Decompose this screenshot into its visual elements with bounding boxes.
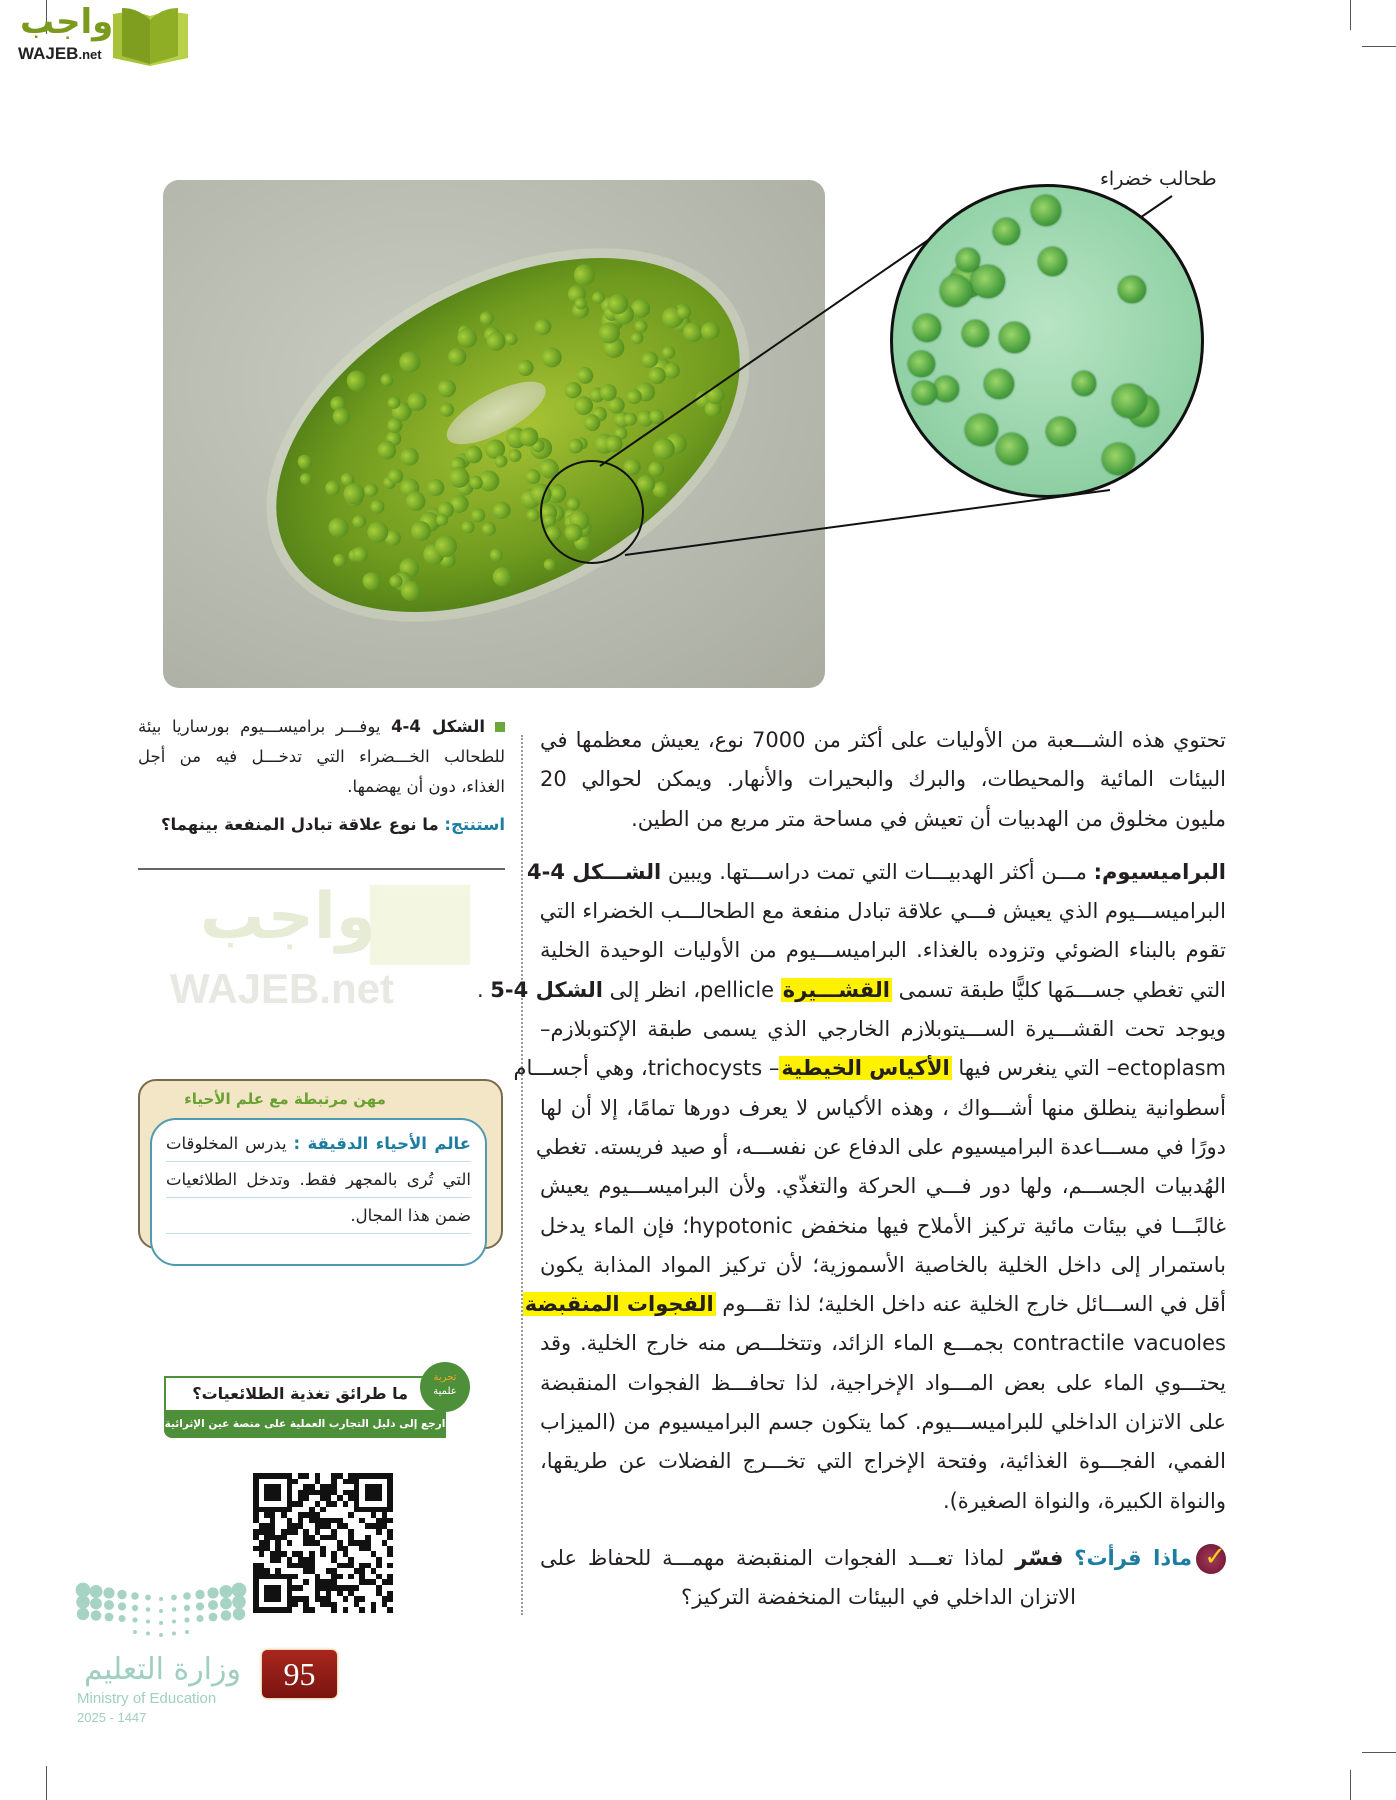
algae-cell [538,343,565,370]
algae-cell [515,357,536,378]
qr-module [387,1607,393,1613]
text-segment: . [476,977,491,1002]
algae-cell [962,320,989,347]
algae-cell [912,381,936,405]
ministry-dot [159,1621,163,1625]
ministry-dot [172,1620,176,1624]
text-segment: فسّر [1015,1545,1064,1570]
text-line [540,931,1226,970]
text-line [540,1442,1226,1481]
text-segment: تقوم بالبناء الضوئي وتزوده بالغذاء. البراميســـيوم من الأوليات الوحيدة الخلية [540,938,1226,963]
ministry-dot [220,1598,232,1610]
algae-cell [488,546,505,563]
ministry-dot [77,1608,89,1620]
text-segment: الهُدبيات الجســـم، ولها دور فـــي الحركة والتغذّي. ولأن البراميســـيوم يعيش [540,1174,1226,1199]
text-segment: الاتزان الداخلي في البيئات المنخفضة التركيز؟ [681,1585,1076,1610]
ministry-dot [233,1608,245,1620]
ministry-dot [131,1592,139,1600]
ministry-dot [91,1610,102,1621]
ministry-name-english: Ministry of Education [77,1690,217,1707]
text-segment: الشكل 4-5 [490,977,603,1002]
text-line [540,1482,1226,1521]
algae-cell [479,519,498,538]
ministry-dot [196,1602,204,1610]
ministry-dot [159,1633,163,1637]
text-line [540,1578,1226,1617]
text-line [138,772,505,802]
text-line [513,1049,1226,1088]
text-segment: ما نوع علاقة تبادل المنفعة بينهما؟ [160,815,445,834]
text-segment: الشكل 4-4 [391,717,485,736]
reading-check-question [540,1539,1226,1618]
paragraph-paramecium [476,853,1226,1521]
text-segment: يوفـــر براميســـيوم بورساريا بيئة [138,717,392,736]
ministry-dot [159,1597,163,1601]
ministry-dot [118,1602,126,1610]
algae-cell [1072,371,1097,396]
caption-text [138,712,505,802]
text-segment: والنواة الكبيرة، والنواة الصغيرة). [942,1488,1226,1513]
algae-cell [331,551,349,569]
ministry-dot [159,1609,163,1613]
edition-year: 2025 - 1447 [77,1710,147,1725]
text-line [526,853,1226,892]
crop-mark [1362,46,1396,47]
algae-label: طحالب خضراء [1100,168,1217,190]
text-segment: pellicle، انظر إلى [603,977,781,1002]
algae-cell [360,569,384,593]
ministry-logo [75,1582,250,1732]
text-segment: يدرس المخلوقات [166,1134,294,1153]
watermark [170,880,480,1015]
experiment-title: ما طرائق تغذية الطلائعيات؟ [164,1376,446,1410]
paramecium-photo [163,180,825,688]
ministry-dot [172,1607,177,1612]
algae-cell [1118,276,1145,303]
algae-cell [343,367,371,395]
magnified-region-marker [540,460,644,564]
text-line [138,742,505,772]
text-segment: الفمي، الفجـــوة الغذائية، وفتحة الإخراج التي تخـــرج الفضلات عن طريقها، [540,1449,1226,1474]
highlighted-term: القشـــيرة [782,977,890,1002]
text-segment: أقل في الســـائل خارج الخلية عنه داخل الخلية؛ لذا تقـــوم [715,1292,1226,1317]
algae-cell [298,470,314,486]
text-segment: دورًا في مســـاعدة البراميسيوم على الدفاع عن نفســـه، أو صيد فريسته. تغطي [535,1134,1226,1159]
algae-cell [965,414,998,447]
column-divider [521,735,523,1615]
text-line [540,1010,1226,1049]
ministry-dot [90,1585,103,1598]
figure-caption [138,712,505,840]
algae-cell [971,265,1005,299]
logo-arabic: واجب [20,2,114,42]
ministry-dot [232,1583,247,1598]
text-segment: الغذاء، دون أن يهضمها. [347,777,505,796]
text-line [540,1324,1226,1363]
ministry-dot [184,1605,190,1611]
experiment-badge: تجربة علمية [420,1362,470,1412]
algae-cell [999,322,1030,353]
ministry-dot [103,1587,114,1598]
ministry-dot [183,1592,191,1600]
algae-cell [542,556,558,572]
crop-mark [46,1766,47,1800]
qr-code[interactable] [253,1473,393,1613]
ministry-dot [146,1620,150,1624]
text-line [138,810,505,840]
algae-cell [913,314,941,342]
logo-english: WAJEB.net [18,44,102,63]
career-text [166,1126,471,1234]
infer-question [138,810,505,840]
caption-rule [138,868,505,870]
algae-cell [477,309,496,328]
ministry-dot [220,1585,233,1598]
text-line [540,1539,1226,1578]
algae-cell [506,446,524,464]
page-number: 95 [262,1650,337,1698]
text-segment: مـــن أكثر الهدبيـــات التي تمت دراســـتها. ويبين [661,859,1094,884]
text-segment: التي تُرى بالمجهر فقط. وتدخل الطلائعيات [166,1170,471,1189]
main-text [476,721,1227,1618]
algae-cell [956,248,980,272]
algae-cell [398,444,422,468]
ministry-dot [132,1605,138,1611]
algae-cell [1031,195,1061,225]
watermark-english: WAJEB.net [170,965,395,1012]
algae-cell [350,512,368,530]
algae-cell [325,514,352,541]
ministry-dot [146,1607,151,1612]
text-segment: البراميســـيوم الذي يعيش فـــي علاقة تبادل منفعة مع الطحالـــب الخضراء التي [539,899,1226,924]
text-segment: استنتج: [444,815,505,834]
experiment-subtitle: ارجع إلى دليل التجارب العملية على منصة عين الإثرائية [164,1410,446,1438]
algae-cell [1102,443,1134,475]
text-segment: للطحالب الخـــضراء التي تدخـــل فيه من أجل [138,747,505,766]
algae-cell [993,218,1020,245]
text-line [540,1089,1226,1128]
text-line [540,1207,1226,1246]
career-card [150,1118,487,1266]
text-line [138,712,505,742]
text-segment: contractile vacuoles بجمـــع الماء الزائد، وتتخلـــص منه خارج الخلية. وقد [540,1331,1226,1356]
ministry-dots-icon [75,1582,250,1642]
ministry-dot [208,1600,218,1610]
text-segment: لماذا تعـــد الفجوات المنقبضة مهمـــة للحفاظ على [540,1545,1016,1570]
algae-cell [438,400,457,419]
highlighted-term: الأكياس الخيطية [781,1056,950,1081]
text-segment: – trichocysts، وهي أجســـام [513,1056,780,1081]
ministry-dot [207,1587,218,1598]
watermark-arabic: واجب [200,880,376,954]
text-segment: البراميسيوم: [1093,859,1226,884]
ministry-dot [184,1617,189,1622]
text-line [540,1246,1226,1285]
algae-cell [395,347,424,376]
checkmark-icon: ✓ [1196,1544,1226,1574]
text-line [540,760,1226,799]
ministry-dot [221,1610,232,1621]
algae-cell [1046,417,1076,447]
ministry-dot [185,1630,189,1634]
ministry-dot [195,1590,204,1599]
algae-cell [1038,247,1067,276]
algae-cell [532,316,554,338]
crop-mark [1362,1752,1396,1753]
text-segment: باستمرار إلى داخل الخلية بالخاصية الأسموزية؛ لأن تركيز المواد المذابة يكون [540,1252,1226,1277]
algae-cell [996,433,1028,465]
book-icon [108,6,193,68]
text-segment: ويوجد تحت القشـــيرة الســـيتوبلازم الخارجي الذي يسمى طبقة الإكتوبلازم– [540,1017,1226,1042]
text-segment: الشـــكل 4-4 [526,859,662,884]
ministry-name-arabic: وزارة التعليم [83,1652,241,1687]
algae-cell [908,351,935,378]
ministry-dot [232,1595,246,1609]
text-line [540,892,1226,931]
ministry-dot [119,1615,126,1622]
algae-cell [368,497,387,516]
ministry-dot [197,1615,204,1622]
algae-cell [490,499,513,522]
text-line [540,1364,1226,1403]
text-segment: تحتوي هذه الشـــعبة من الأوليات على أكثر من 7000 نوع، يعيش معظمها في [540,728,1227,752]
algae-closeup [890,184,1204,498]
text-segment [1063,1546,1074,1570]
ministry-dot [105,1613,114,1622]
text-line [166,1162,471,1198]
ministry-dot [145,1595,151,1601]
text-segment: على الاتزان الداخلي للبراميســـيوم. كما يتكون جسم البراميسيوم من (الميزاب [540,1410,1226,1435]
text-segment: مليون مخلوق من الهدبيات أن تعيش في مساحة متر مربع من الطين. [631,806,1226,831]
text-line [540,1403,1226,1442]
text-segment: ضمن هذا المجال. [350,1206,471,1225]
text-segment: البيئات المائية والمحيطات، والبرك والبحيرات والأنهار. ويمكن لحوالي 20 [540,767,1226,792]
text-line [535,1128,1226,1167]
ministry-dot [133,1630,137,1634]
bullet-square-icon [495,722,505,732]
text-line [524,1285,1226,1324]
algae-cell [445,345,469,369]
ministry-dot [146,1632,150,1636]
text-segment: ectoplasm– التي ينغرس فيها [951,1056,1226,1081]
ministry-dot [172,1632,176,1636]
algae-cell [940,275,972,307]
crop-mark [1350,0,1351,30]
wajeb-logo[interactable] [8,4,193,66]
highlighted-term: الفجوات المنقبضة [524,1292,714,1317]
careers-title: مهن مرتبطة مع علم الأحياء [184,1090,386,1108]
text-line [540,1167,1226,1206]
algae-cell [698,319,723,344]
algae-cell [1112,384,1146,418]
algae-cell [379,371,395,387]
ministry-dot [76,1595,90,1609]
ministry-dot [117,1590,126,1599]
paramecium-cell [217,185,799,685]
ministry-dot [209,1613,218,1622]
ministry-dot [90,1598,102,1610]
text-line [540,800,1226,839]
text-segment: عالم الأحياء الدقيقة : [293,1134,472,1153]
algae-cell [435,376,459,400]
algae-cell [984,369,1014,399]
text-segment: غالبًـــا في بيئات مائية تركيز الأملاح فيها منخفض hypotonic؛ فإن الماء يدخل [540,1213,1226,1238]
algae-cell [424,476,447,499]
text-line [166,1198,471,1234]
ministry-dot [171,1595,177,1601]
text-segment: يحتـــوي الماء على بعض المـــواد الإخراجية، لذا تحافـــظ الفجوات المنقبضة [540,1370,1226,1395]
paragraph-intro [540,721,1226,839]
crop-mark [1350,1770,1351,1800]
text-segment: أسطوانية ينطلق منها أشـــواك ، وهذه الأكياس لا يعرف دورها تمامًا، إلا أن لها [540,1095,1226,1120]
text-segment: التي تغطي جســـمَها كليًّا طبقة تسمى [891,977,1226,1002]
text-line [476,971,1226,1010]
text-line [166,1126,471,1162]
algae-cell [490,564,515,589]
lab-experiment-box[interactable] [164,1372,457,1444]
ministry-dot [132,1617,137,1622]
ministry-dot [104,1600,114,1610]
text-segment: ماذا قرأت؟ [1074,1545,1192,1570]
algae-cell [295,452,315,472]
ministry-dot [76,1583,91,1598]
text-line [540,721,1226,760]
